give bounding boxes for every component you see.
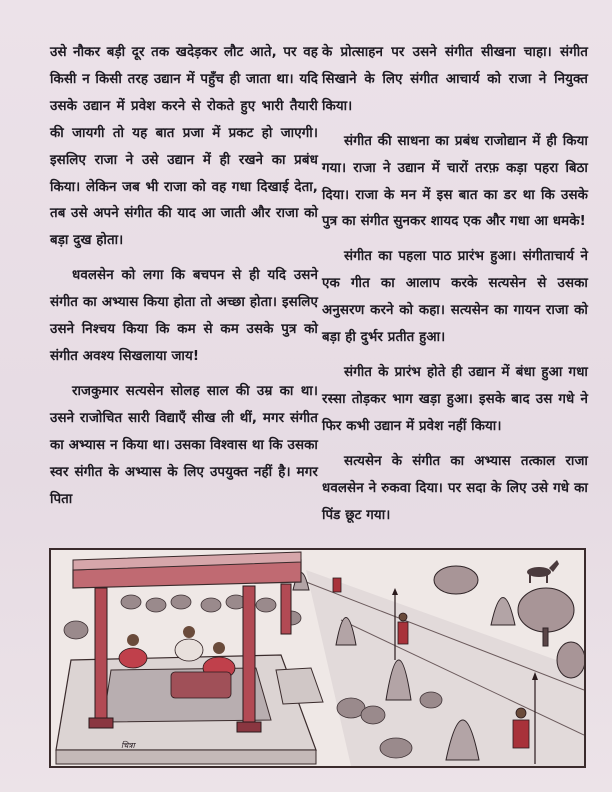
- garden-pavilion-illustration: [49, 548, 586, 768]
- paragraph: धवलसेन को लगा कि बचपन से ही यदि उसने संगीत का अभ्यास किया होता तो अच्छा होता। इसलिए उसने निश्चय किया कि कम से कम उसके पुत्र को संगीत अवश्य सिखलाया जाय!: [50, 268, 318, 364]
- paragraph: के प्रोत्साहन पर उसने संगीत सीखना चाहा। संगीत सिखाने के लिए संगीत आचार्य को राजा ने नियुक्त किया।: [322, 45, 588, 114]
- paragraph: उसे नौकर बड़ी दूर तक खदेड़कर लौट आते, पर वह किसी न किसी तरह उद्यान में पहुँच ही जाता था। यदि उसके उद्यान में प्रवेश करने से रोकते हुए भारी तैयारी की जायगी तो यह बात प्रजा में प्रकट हो जाएगी। इसलिए राजा ने उसे उद्यान में ही रखने का प्रबंध किया। लेकिन जब भी राजा को वह गधा दिखाई देता, तब उसे अपने संगीत की याद आ जाती और राजा को बड़ा दुख होता।: [50, 45, 318, 249]
- paragraph: संगीत का पहला पाठ प्रारंभ हुआ। संगीताचार्य ने एक गीत का आलाप करके सत्यसेन से उसका अनुसरण करने को कहा। सत्यसेन का गायन राजा को बड़ा ही दुर्भर प्रतीत हुआ।: [322, 249, 588, 346]
- right-text-column: [322, 40, 588, 537]
- artist-signature: चित्रा: [121, 741, 135, 750]
- illustration-drawing: [51, 550, 584, 766]
- paragraph: सत्यसेन के संगीत का अभ्यास तत्काल राजा धवलसेन ने रुकवा दिया। पर सदा के लिए उसे गधे का पिंड छूट गया।: [322, 453, 588, 523]
- left-text-column: [50, 40, 318, 521]
- paragraph: संगीत के प्रारंभ होते ही उद्यान में बंधा हुआ गधा रस्सा तोड़कर भाग खड़ा हुआ। इसके बाद उस गधे ने फिर कभी उद्यान में प्रवेश नहीं किया।: [322, 364, 588, 434]
- paragraph: संगीत की साधना का प्रबंध राजोद्यान में ही किया गया। राजा ने उद्यान में चारों तरफ़ कड़ा पहरा बिठा दिया। राजा के मन में इस बात का डर था कि उसके पुत्र का संगीत सुनकर शायद एक और गधा आ धमके!: [322, 133, 588, 230]
- paragraph: राजकुमार सत्यसेन सोलह साल की उम्र का था। उसने राजोचित सारी विद्याएँ सीख ली थीं, मगर संगीत का अभ्यास न किया था। उसका विश्वास था कि उसका स्वर संगीत के अभ्यास के लिए उपयुक्त नहीं है। मगर पिता: [50, 383, 318, 507]
